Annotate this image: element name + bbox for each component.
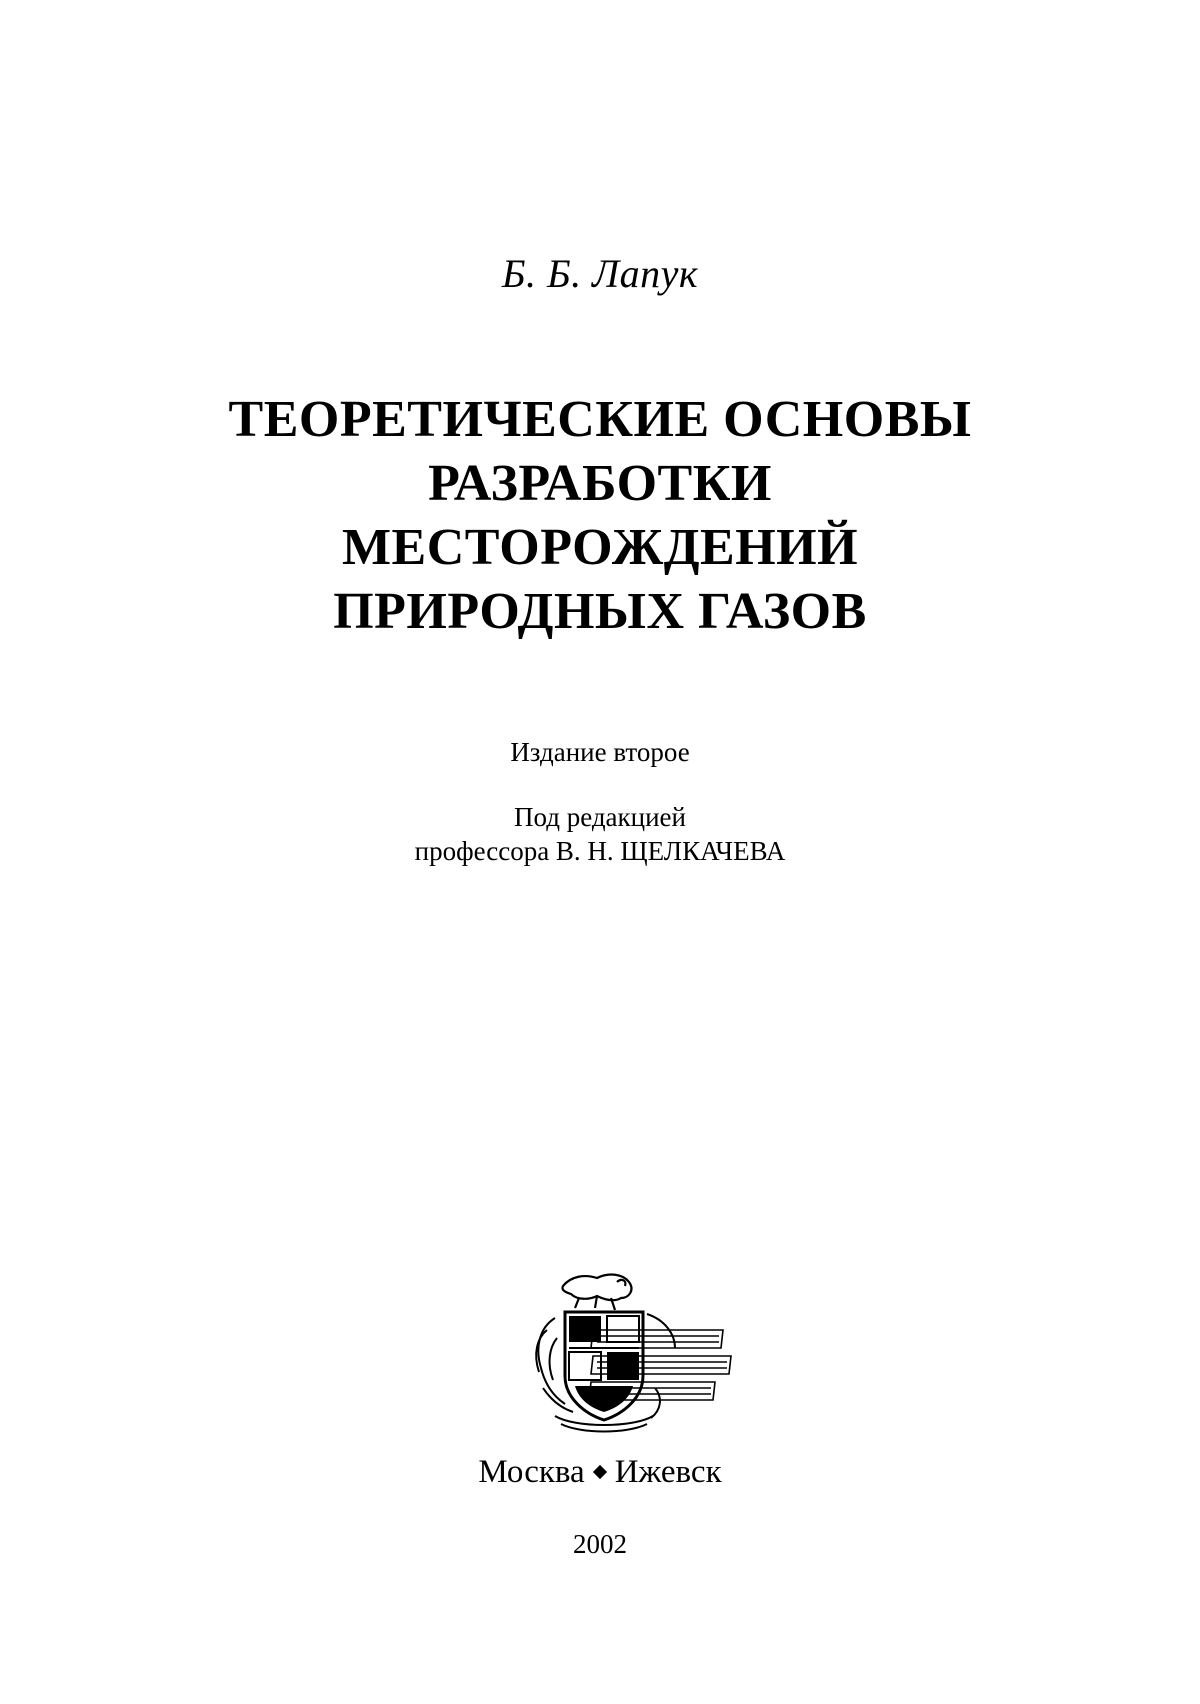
imprint-city: Москва [478, 1454, 585, 1490]
book-title-line: МЕСТОРОЖДЕНИЙ [341, 519, 859, 576]
book-title-line: ТЕОРЕТИЧЕСКИЕ ОСНОВЫ [228, 391, 972, 448]
imprint-city: Ижевск [614, 1454, 722, 1490]
author-name: Б. Б. Лапук [501, 251, 699, 296]
edition-note: Издание второе [510, 737, 690, 767]
editor-credit [0, 800, 1200, 868]
publisher-crest-icon [525, 1268, 735, 1436]
imprint-cities [0, 1452, 1200, 1492]
imprint-year: 2002 [573, 1529, 627, 1559]
crest-creature [562, 1275, 631, 1310]
editor-credit-line: профессора В. Н. ЩЕЛКАЧЕВА [414, 836, 786, 866]
book-title-line: РАЗРАБОТКИ [428, 455, 772, 512]
diamond-separator-icon [593, 1465, 607, 1479]
crest-shield [565, 1312, 643, 1420]
editor-credit-line: Под редакцией [513, 802, 686, 832]
book-title-line: ПРИРОДНЫХ ГАЗОВ [333, 583, 867, 640]
book-title [0, 388, 1200, 644]
